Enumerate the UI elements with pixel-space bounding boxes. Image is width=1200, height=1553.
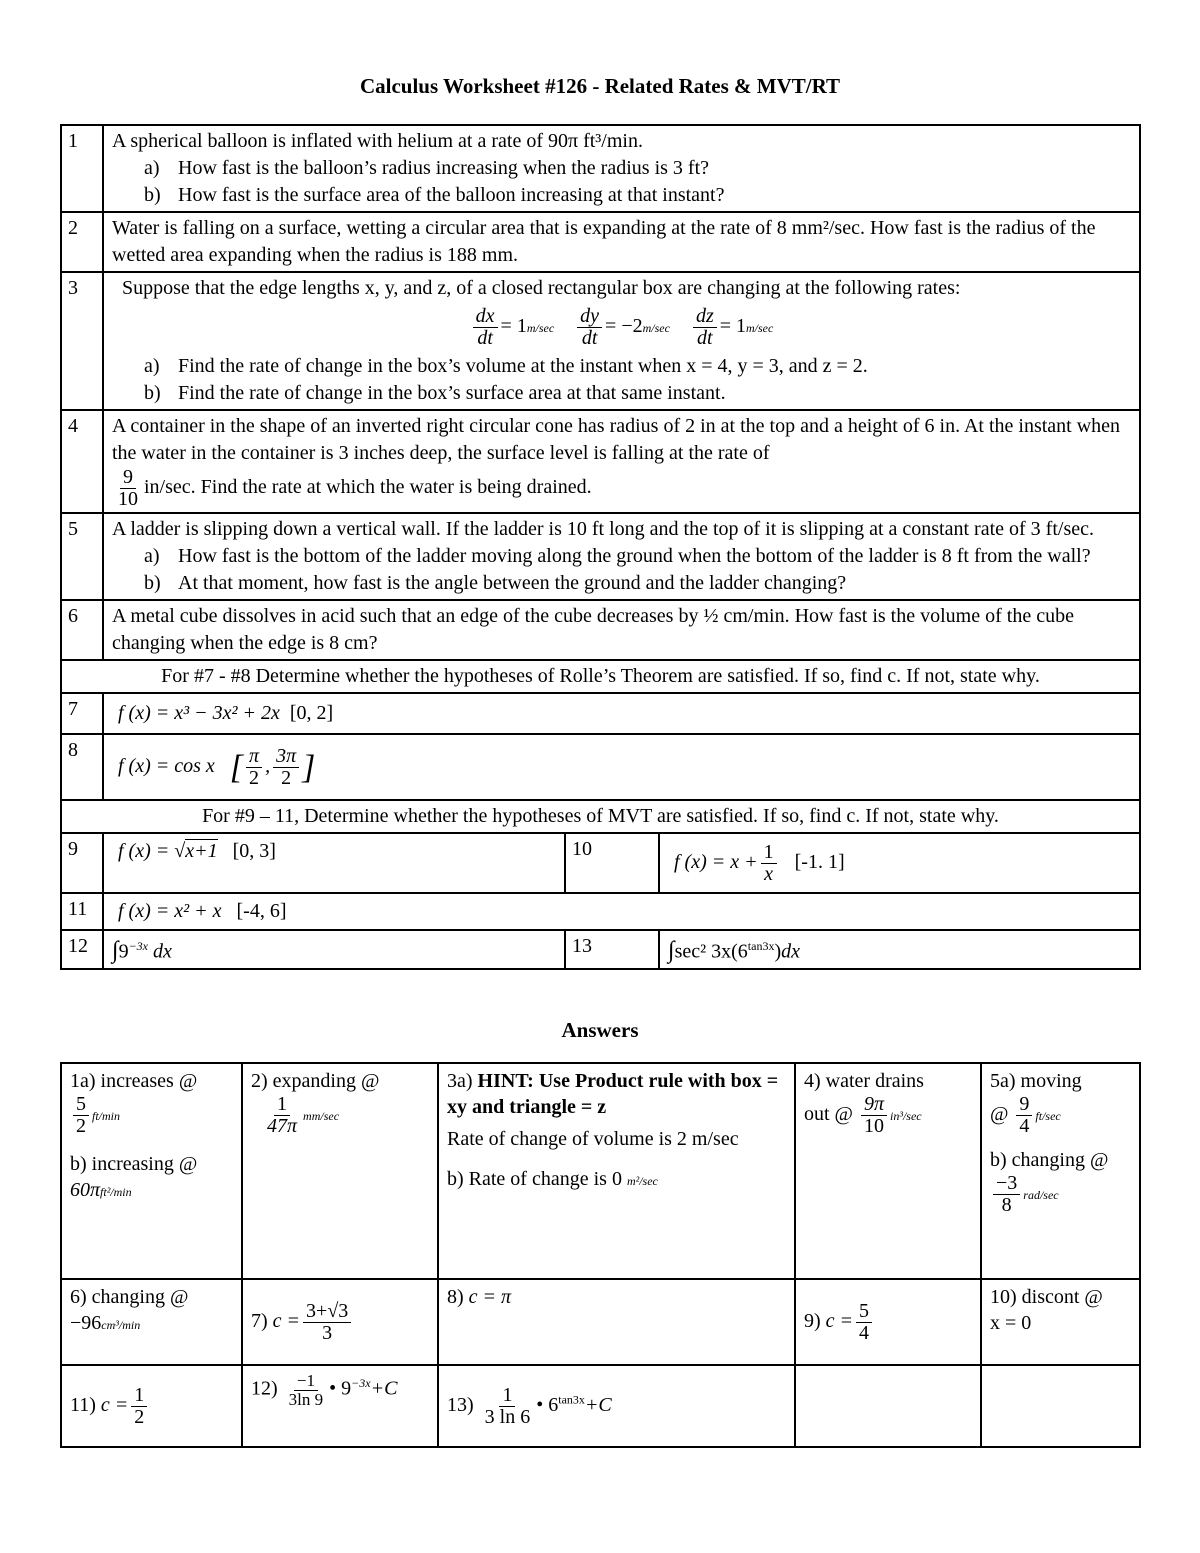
answer-denominator: 4 xyxy=(859,1321,870,1344)
answer-value: c = π xyxy=(468,1286,512,1308)
problem-text xyxy=(103,513,1140,600)
worksheet-title: Calculus Worksheet #126 - Related Rates & MVT/RT xyxy=(359,74,841,98)
answer-numerator: −3 xyxy=(993,1173,1020,1195)
fraction-denominator: x xyxy=(764,862,774,885)
answer-unit: rad/sec xyxy=(1023,1188,1059,1203)
part-b-text: Find the rate of change in the box’s surface area at that same instant. xyxy=(178,382,726,404)
answer-cell xyxy=(242,1279,438,1365)
interval-bracket-open: [ xyxy=(229,748,244,786)
problems-table xyxy=(60,124,1141,970)
problem-row xyxy=(61,833,1140,893)
answer-constant: +C xyxy=(584,1393,612,1416)
problem-number: 6 xyxy=(61,600,103,660)
answer-label: 11) xyxy=(70,1393,96,1416)
problem-row: 12 $\int 9^{-3x}$ dx 13 ∫sec² $3x(6^{tan3x})dx$ xyxy=(61,930,1140,969)
answer-label: b) changing @ xyxy=(990,1149,1109,1171)
answer-cell xyxy=(61,1063,242,1279)
rate-value: = 1 xyxy=(719,315,747,338)
integrand-base: 9 xyxy=(118,940,129,963)
answer-denominator: 10 xyxy=(864,1115,884,1137)
answer-unit: ft²/min xyxy=(100,1185,132,1199)
part-a-text: Find the rate of change in the box’s volume at the instant when x = 4, y = 3, and z = 2. xyxy=(178,355,868,377)
differential: dx xyxy=(781,940,801,963)
answer-exponent: −3x xyxy=(351,1376,371,1390)
part-b-text: At that moment, how fast is the angle between the ground and the ladder changing? xyxy=(178,572,847,594)
answer-numerator: 9 xyxy=(1016,1094,1032,1116)
rate-denominator: dt xyxy=(477,327,493,349)
answer-label: b) increasing @ xyxy=(70,1153,198,1175)
interval: [-1. 1] xyxy=(794,850,845,873)
answer-label: 1a) increases @ xyxy=(70,1070,198,1092)
answer-label: 6) changing @ xyxy=(70,1286,189,1308)
function-expression: f (x) = x² + x xyxy=(118,900,222,922)
section-header-row xyxy=(61,660,1140,693)
answer-unit: m²/sec xyxy=(626,1174,658,1188)
problem-number: 1 xyxy=(61,125,103,212)
problem-statement: Water is falling on a surface, wetting a circular area that is expanding at the rate of 8 mm²/sec. How fast is the radius of the wetted area expanding when the radius is 188 mm. xyxy=(103,212,1140,272)
answer-tail: • 9 xyxy=(329,1377,352,1400)
answer-denominator: 3 ln 6 xyxy=(484,1405,531,1428)
problem-row xyxy=(61,513,1140,600)
problem-statement: Suppose that the edge lengths x, y, and z, of a closed rectangular box are changing at the following rates: xyxy=(122,277,961,299)
rate-numerator: dx xyxy=(473,306,498,328)
rate-unit: m/sec xyxy=(526,321,555,336)
answer-numerator: 3+√3 xyxy=(303,1301,351,1323)
answer-row xyxy=(61,1063,1140,1279)
fraction-numerator: 9 xyxy=(120,467,136,489)
problem-number: 10 xyxy=(565,833,659,893)
rate-value: = −2 xyxy=(605,315,643,338)
answer-cell-empty xyxy=(795,1365,981,1447)
answer-cell xyxy=(61,1279,242,1365)
integral-icon: ∫ xyxy=(668,937,675,964)
answer-cell xyxy=(981,1063,1140,1279)
function-expression: f (x) = x + xyxy=(674,850,758,873)
answer-value: x = 0 xyxy=(990,1312,1032,1334)
integrand-prefix: sec² 3x xyxy=(674,940,732,963)
answer-label: 13) xyxy=(447,1393,474,1416)
section-header-row xyxy=(61,800,1140,833)
answer-cell xyxy=(795,1279,981,1365)
rolle-header: For #7 - #8 Determine whether the hypotheses of Rolle’s Theorem are satisfied. If so, find c. If not, state why. xyxy=(61,660,1140,693)
radical-icon: √ xyxy=(174,840,186,862)
answer-unit: cm³/min xyxy=(101,1318,141,1332)
problem-row xyxy=(61,693,1140,734)
answer-cell xyxy=(438,1365,795,1447)
answer-numerator: 5 xyxy=(73,1094,89,1116)
problem-statement: A metal cube dissolves in acid such that an edge of the cube decreases by ½ cm/min. How fast is the volume of the cube changing when the edge is 8 cm? xyxy=(103,600,1140,660)
mvt-header: For #9 – 11, Determine whether the hypotheses of MVT are satisfied. If so, find c. If not, state why. xyxy=(61,800,1140,833)
answer-denominator: 3 xyxy=(322,1321,333,1344)
differential: dx xyxy=(153,940,172,963)
function-expression: f (x) = xyxy=(118,840,175,862)
interval: [0, 3] xyxy=(232,840,276,862)
answer-cell xyxy=(438,1279,795,1365)
answer-numerator: 9π xyxy=(861,1094,887,1116)
answer-unit: mm/sec xyxy=(303,1109,340,1124)
answer-label: 8) xyxy=(447,1286,464,1308)
answer-row xyxy=(61,1365,1140,1447)
part-label: b) xyxy=(144,184,161,206)
part-label: b) xyxy=(144,572,161,594)
answer-denominator: 8 xyxy=(1001,1194,1012,1216)
answer-prefix: @ xyxy=(990,1103,1009,1126)
problem-number: 8 xyxy=(61,734,103,800)
answer-label: 2) expanding @ xyxy=(251,1070,380,1092)
part-a-text: How fast is the balloon’s radius increasing when the radius is 3 ft? xyxy=(178,157,709,179)
integrand-base: 6 xyxy=(737,940,748,963)
problem-number: 13 xyxy=(565,930,659,969)
answer-cell-empty xyxy=(981,1365,1140,1447)
answer-prefix: c = xyxy=(100,1393,129,1416)
rate-value: = 1 xyxy=(500,315,527,338)
part-label: a) xyxy=(144,157,160,179)
answer-denominator: 2 xyxy=(76,1115,86,1137)
problem-number: 2 xyxy=(61,212,103,272)
problem-number: 12 xyxy=(61,930,103,969)
answer-label: 7) xyxy=(251,1309,268,1332)
interval-bracket-close: ] xyxy=(302,748,316,786)
problem-row xyxy=(61,272,1140,410)
problem-row xyxy=(61,600,1140,660)
radicand: x+1 xyxy=(185,840,218,862)
answer-cell xyxy=(242,1365,438,1447)
answer-unit: ft/sec xyxy=(1035,1109,1061,1124)
answers-table xyxy=(60,1062,1141,1448)
problem-row xyxy=(61,212,1140,272)
answer-denominator: 3ln 9 xyxy=(288,1389,324,1409)
answer-label: 3a) xyxy=(447,1070,473,1092)
interval-denominator: 2 xyxy=(249,766,260,789)
fraction-numerator: 1 xyxy=(761,842,777,864)
problem-text xyxy=(103,125,1140,212)
part-label: a) xyxy=(144,355,160,377)
answer-label: 5a) moving xyxy=(990,1070,1082,1092)
problem-number: 5 xyxy=(61,513,103,600)
answer-prefix: c = xyxy=(272,1309,301,1332)
part-label: b) xyxy=(144,382,161,404)
integrand-exponent: tan3x xyxy=(747,939,775,953)
problem-statement: A ladder is slipping down a vertical wall. If the ladder is 10 ft long and the top of it is slipping at a constant rate of 3 ft/sec. xyxy=(112,518,1094,540)
answer-exponent: tan3x xyxy=(558,1391,585,1406)
function-expression: f (x) = x³ − 3x² + 2x xyxy=(118,702,280,724)
problem-number: 7 xyxy=(61,693,103,734)
problem-number: 3 xyxy=(61,272,103,410)
answer-prefix: out @ xyxy=(804,1103,853,1126)
answer-denominator: 4 xyxy=(1019,1115,1030,1137)
problem-text xyxy=(103,410,1140,513)
integrand-exponent: −3x xyxy=(128,939,149,953)
problem-statement: A spherical balloon is inflated with helium at a rate of 90π ft³/min. xyxy=(112,130,643,152)
interval-denominator: 2 xyxy=(281,766,292,789)
problem-row xyxy=(61,125,1140,212)
answer-cell xyxy=(242,1063,438,1279)
answer-denominator: 2 xyxy=(134,1405,145,1428)
part-label: a) xyxy=(144,545,160,567)
problem-number: 4 xyxy=(61,410,103,513)
interval: [0, 2] xyxy=(289,702,334,724)
part-b-text: How fast is the surface area of the balloon increasing at that instant? xyxy=(178,184,725,206)
fraction-denominator: 10 xyxy=(118,488,138,510)
integral-icon: ∫ xyxy=(112,937,119,964)
rate-unit: m/sec xyxy=(642,321,670,336)
answer-unit: in³/sec xyxy=(890,1109,922,1124)
rate-denominator: dt xyxy=(581,327,598,349)
rate-denominator: dt xyxy=(697,327,713,349)
problem-row: 8 f (x) = cos x [ $\frac{\pi}{2}$ , $\frac{3\pi}{2}$ ] xyxy=(61,734,1140,800)
interval: [-4, 6] xyxy=(236,900,287,922)
rate-numerator: dy xyxy=(577,306,602,328)
answer-cell xyxy=(981,1279,1140,1365)
answer-cell xyxy=(61,1365,242,1447)
answer-denominator: 47π xyxy=(267,1115,298,1137)
rate-unit: m/sec xyxy=(746,321,774,336)
part-a-text: How fast is the bottom of the ladder moving along the ground when the bottom of the ladder is 8 ft from the wall? xyxy=(178,545,1091,567)
answer-label: b) Rate of change is 0 xyxy=(447,1168,622,1190)
answer-label: 9) xyxy=(804,1309,821,1332)
answer-numerator: 1 xyxy=(131,1385,147,1407)
problem-tail: in/sec. Find the rate at which the water is being drained. xyxy=(144,476,592,499)
hint-text: HINT: Use Product rule with box = xy and triangle = z xyxy=(447,1070,779,1118)
answer-constant: +C xyxy=(370,1377,398,1400)
function-expression: f (x) = cos x xyxy=(118,754,215,777)
answer-numerator: −1 xyxy=(294,1372,318,1391)
answer-numerator: 1 xyxy=(274,1094,290,1116)
answer-numerator: 5 xyxy=(856,1301,872,1323)
answer-value: −96 xyxy=(70,1312,102,1334)
answers-title: Answers xyxy=(561,1018,639,1042)
interval-numerator: 3π xyxy=(273,746,299,768)
answer-label: 4) water drains xyxy=(804,1070,924,1092)
problem-row xyxy=(61,893,1140,930)
answer-value: 60π xyxy=(70,1179,101,1201)
answer-prefix: c = xyxy=(825,1309,854,1332)
answer-unit: ft/min xyxy=(92,1109,121,1124)
rate-numerator: dz xyxy=(693,306,717,328)
answer-text: Rate of change of volume is 2 m/sec xyxy=(447,1128,739,1150)
answer-label: 10) discont @ xyxy=(990,1286,1103,1308)
answer-cell xyxy=(438,1063,795,1279)
problem-row xyxy=(61,410,1140,513)
answer-row xyxy=(61,1279,1140,1365)
answer-tail: • 6 xyxy=(536,1393,559,1416)
problem-text xyxy=(103,272,1140,410)
problem-statement: A container in the shape of an inverted right circular cone has radius of 2 in at the top and a height of 6 in. At the instant when the water in the container is 3 inches deep, the surface level is falling at the rate of xyxy=(112,415,1121,464)
answer-numerator: 1 xyxy=(499,1385,515,1407)
rates-equation xyxy=(112,306,1131,349)
answer-cell xyxy=(795,1063,981,1279)
problem-number: 11 xyxy=(61,893,103,930)
answer-label: 12) xyxy=(251,1377,278,1400)
problem-number: 9 xyxy=(61,833,103,893)
interval-numerator: π xyxy=(246,746,262,768)
